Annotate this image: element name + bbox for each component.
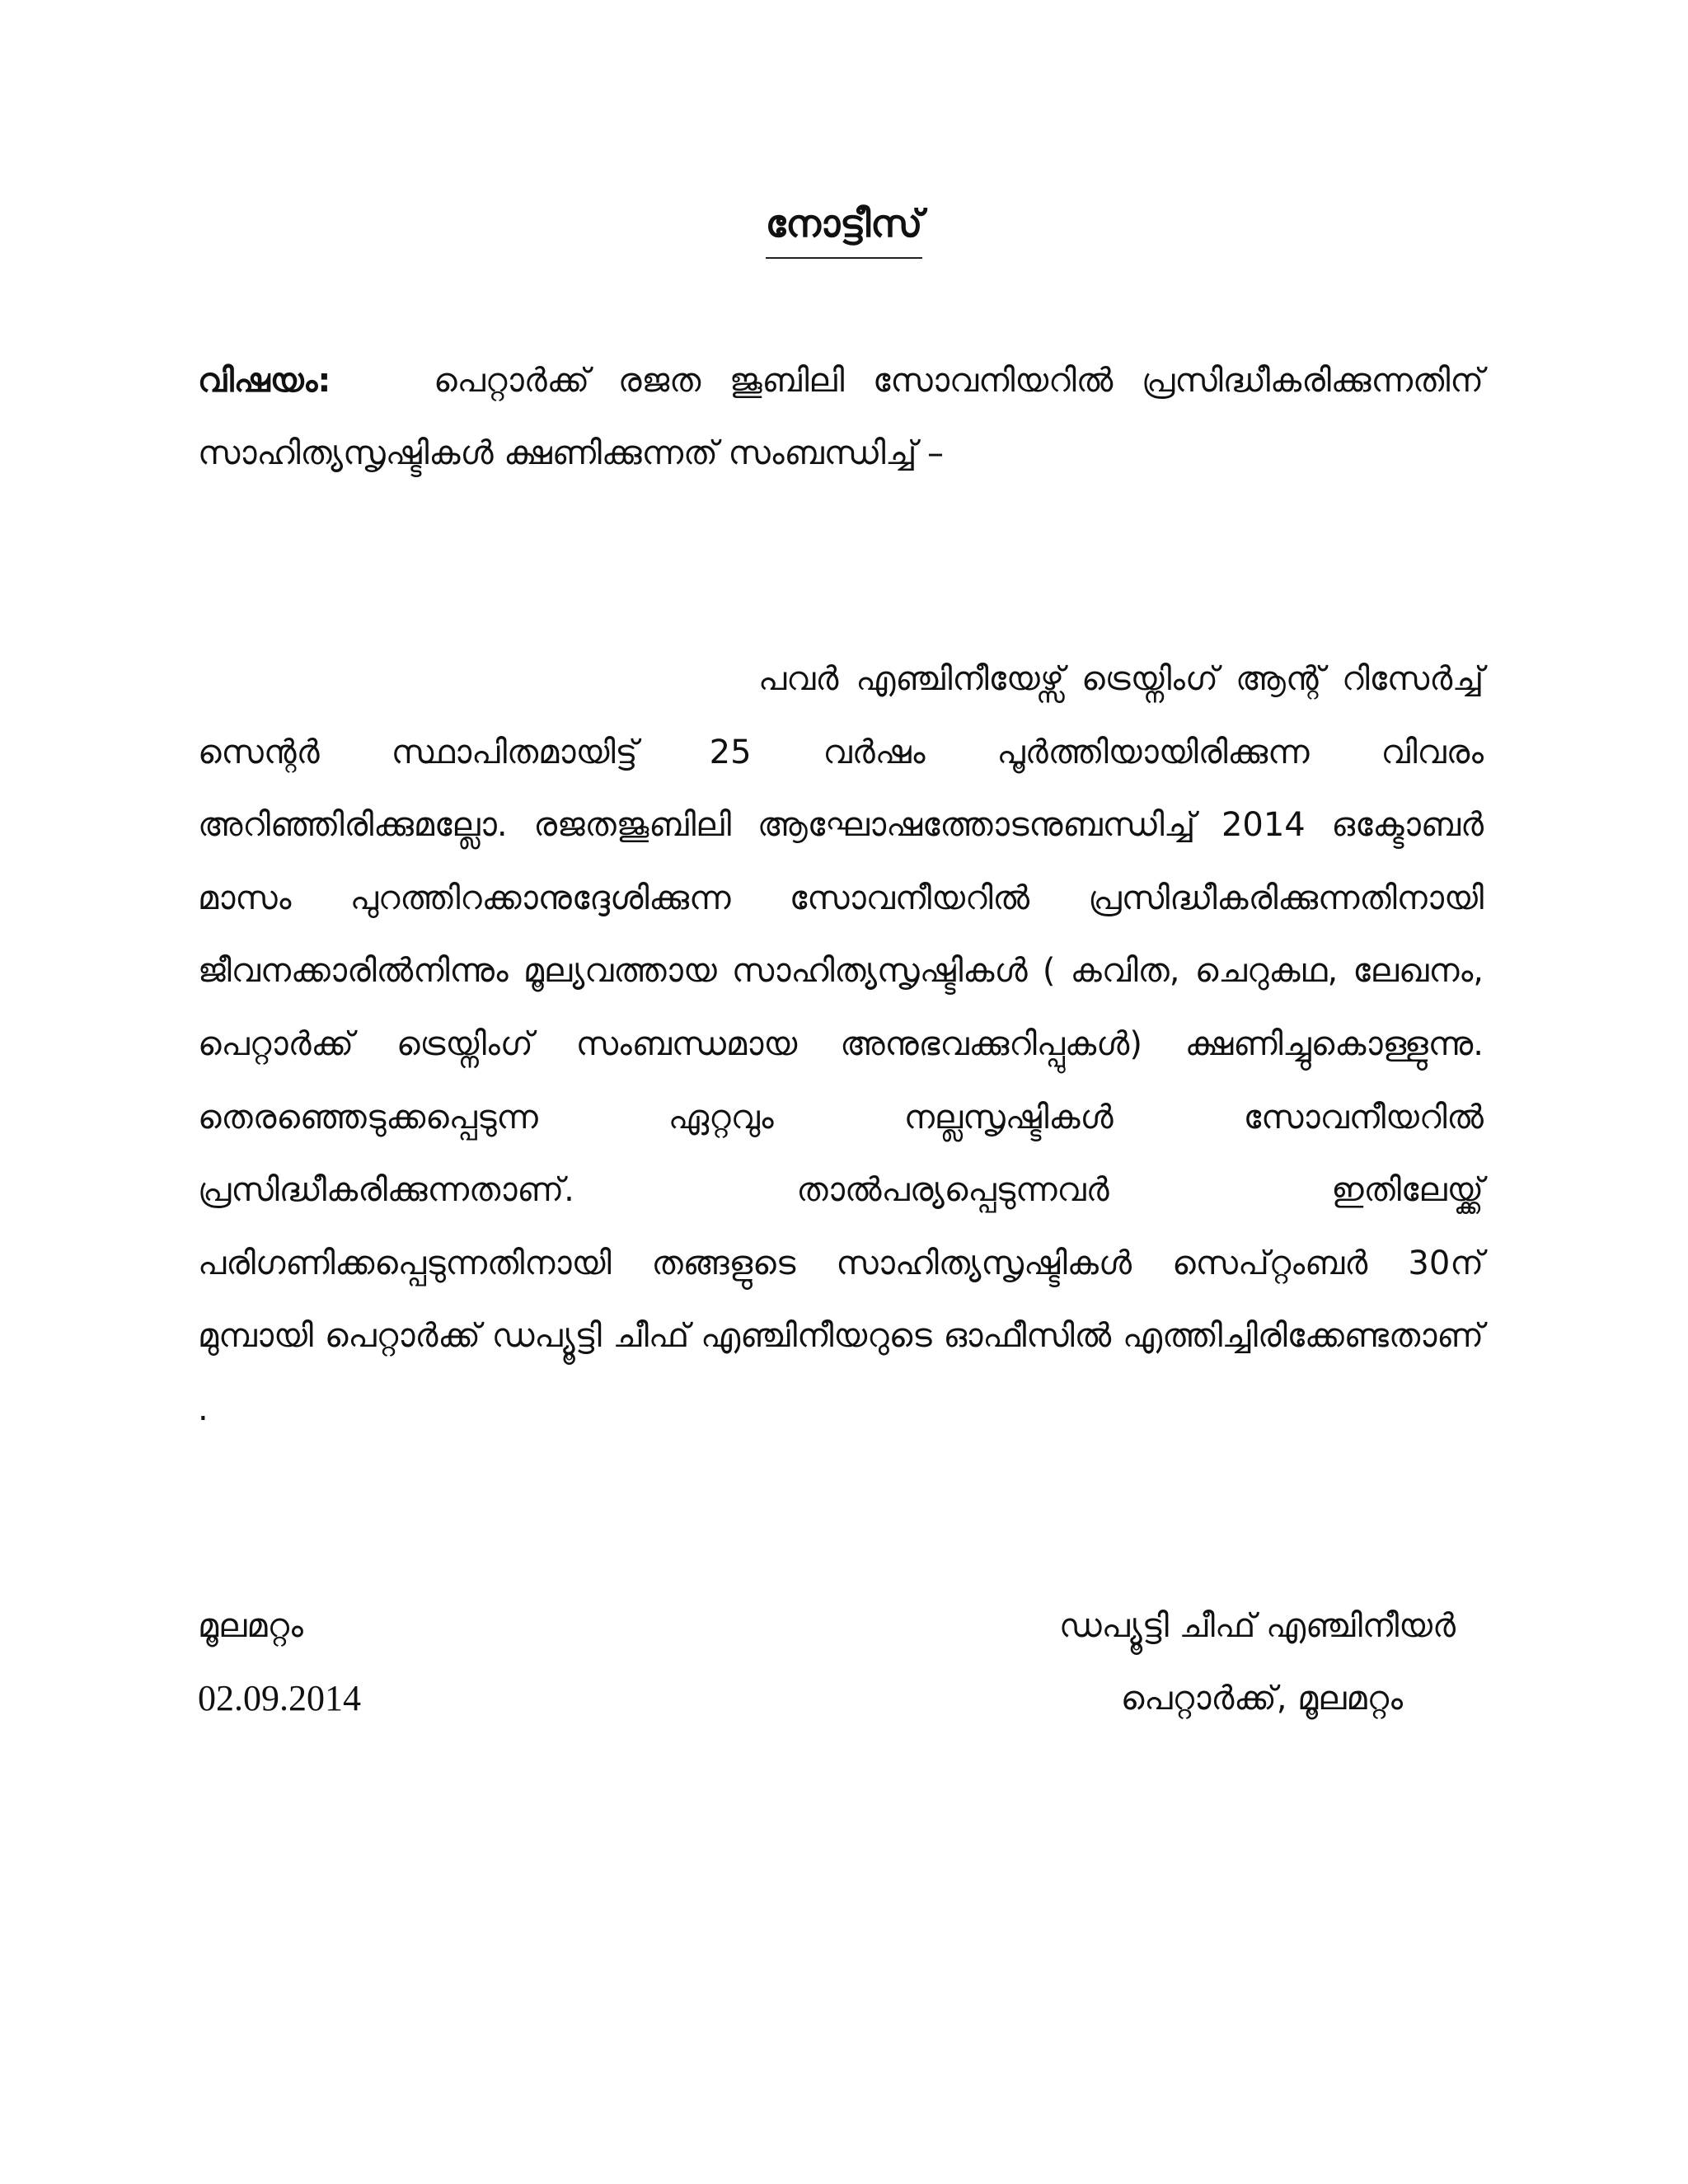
date-of-issue: 02.09.2014 — [198, 1678, 361, 1718]
notice-title-text: നോട്ടീസ് — [766, 194, 923, 259]
signatory-office: പെറ്റാർക്ക്, മൂലമറ്റം — [1120, 1680, 1403, 1718]
body-paragraph: പവർ എഞ്ചിനീയേഴ്സ് ട്രെയ്നിംഗ് ആന്റ് റിസേർച്ച് സെന്റർ സ്ഥാപിതമായിട്ട് 25 വർഷം പൂർത്തിയായിരിക്കുന്ന വിവരം അറിഞ്ഞിരിക്കുമല്ലോ. രജതജൂബിലി ആഘോഷത്തോടനുബന്ധിച്ച് 2014 ഒക്ടോബർ മാസം പുറത്തിറക്കാനുദ്ദേശിക്കുന്ന സോവനീയറിൽ പ്രസിദ്ധീകരിക്കുന്നതിനായി ജീവനക്കാരിൽനിന്നും മൂല്യവത്തായ സാഹിത്യസൃഷ്ടികൾ ( കവിത, ചെറുകഥ, ലേഖനം, പെറ്റാർക്ക് ട്രെയ്നിംഗ് സംബന്ധമായ അനുഭവക്കുറിപ്പുകൾ) ക്ഷണിച്ചുകൊള്ളുന്നു. തെരഞ്ഞെടുക്കപ്പെടുന്ന ഏറ്റവും നല്ലസൃഷ്ടികൾ സോവനീയറിൽ പ്രസിദ്ധീകരിക്കുന്നതാണ്. താൽപര്യപ്പെടുന്നവർ ഇതിലേയ്ക്ക് പരിഗണിക്കപ്പെടുന്നതിനായി തങ്ങളുടെ സാഹിത്യസൃഷ്ടികൾ സെപ്റ്റംബർ 30ന് മുമ്പായി പെറ്റാർക്ക് ഡപ്യൂട്ടി ചീഫ് എഞ്ചിനീയറുടെ ഓഫീസിൽ എത്തിച്ചിരിക്കേണ്ടതാണ് . — [198, 660, 1484, 1428]
subject-text: പെറ്റാർക്ക് രജത ജൂബിലി സോവനിയറിൽ പ്രസിദ്ധീകരിക്കുന്നതിന് സാഹിത്യസൃഷ്ടികൾ ക്ഷണിക്കുന്നത് സംബന്ധിച്ച് – — [198, 362, 1484, 472]
subject-paragraph — [198, 344, 1484, 490]
subject-label: വിഷയം: — [198, 362, 331, 400]
place-of-issue: മൂലമറ്റം — [198, 1607, 303, 1645]
signatory-title: ഡപ്യൂട്ടി ചീഫ് എഞ്ചിനീയർ — [1058, 1607, 1456, 1645]
notice-title — [0, 194, 1688, 259]
